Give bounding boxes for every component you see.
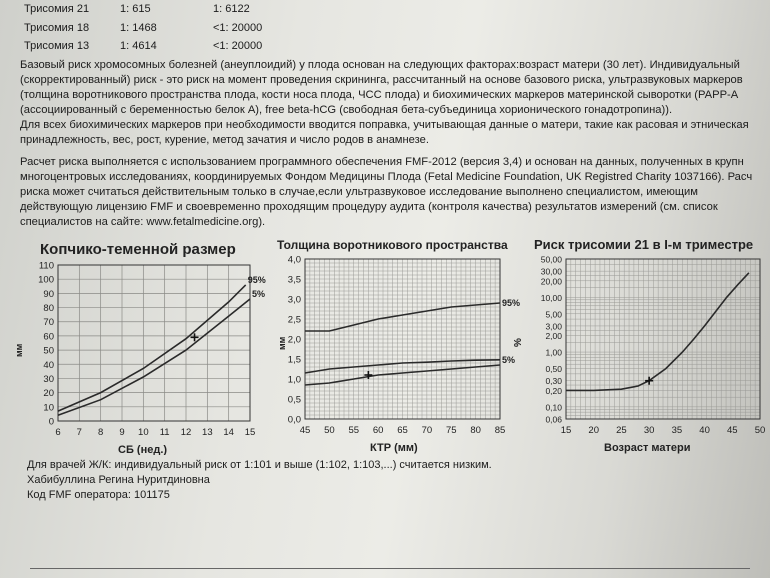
y-tick-label: 2,00 [545, 331, 562, 342]
y-tick-label: 10,00 [540, 292, 562, 303]
x-tick-label: 15 [560, 425, 572, 436]
risk-label: Трисомия 18 [24, 22, 90, 34]
y-tick-label: 40 [43, 359, 54, 371]
y-tick-label: 100 [38, 274, 54, 286]
x-tick-label: 9 [119, 427, 125, 438]
x-tick-label: 15 [244, 427, 256, 438]
risk-row-t21 [24, 3, 89, 15]
y-tick-label: 0 [48, 416, 54, 428]
x-tick-label: 45 [726, 425, 738, 436]
y-tick-label: 2,5 [287, 314, 301, 326]
x-tick-label: 40 [699, 425, 710, 436]
x-tick-label: 50 [754, 425, 766, 436]
text-line: специалистов на сайте: www.fetalmedicine.org). [20, 216, 266, 228]
y-tick-label: 0,06 [545, 414, 562, 425]
y-tick-label: 2,0 [287, 334, 301, 346]
x-tick-label: 11 [159, 427, 170, 438]
risk-base-value: 1: 615 [120, 3, 151, 15]
y-tick-label: 70 [43, 317, 54, 329]
plot-area [541, 255, 766, 437]
x-tick-label: 7 [76, 427, 82, 438]
plot-area [38, 261, 266, 439]
x-tick-label: 70 [421, 425, 433, 436]
text-line: риска может считаться действительным только в случае,если ультразвуковое исследование выполнено специалистом, имеющим [20, 186, 698, 198]
y-tick-label: 10 [43, 402, 54, 414]
plot-area [288, 255, 520, 437]
risk-adjusted-value: 1: 6122 [213, 3, 250, 15]
x-tick-label: 75 [445, 425, 457, 436]
y-tick-label: 3,00 [545, 321, 562, 332]
x-tick-label: 14 [223, 427, 234, 438]
y-tick-label: 0,5 [287, 394, 301, 406]
operator-name: Хабибуллина Регина Нуритдиновна [27, 474, 210, 486]
x-tick-label: 20 [588, 425, 600, 436]
x-tick-label: 45 [299, 425, 311, 436]
x-tick-label: 60 [372, 425, 384, 436]
y-tick-label: 30,00 [540, 266, 562, 277]
y-tick-label: 0,50 [545, 364, 562, 375]
x-tick-label: 55 [348, 425, 360, 436]
y-tick-label: 1,0 [287, 374, 301, 386]
paragraph-calculation [20, 155, 752, 230]
y-tick-label: 60 [43, 331, 54, 343]
x-tick-label: 6 [55, 427, 61, 438]
y-axis-label: мм [277, 336, 287, 350]
x-axis-label: Возраст матери [604, 442, 691, 454]
y-tick-label: 0,10 [545, 402, 562, 413]
paragraph-base-risk [20, 58, 749, 148]
x-tick-label: 8 [98, 427, 104, 438]
text-line: Базовый риск хромосомных болезней (анеуплоидий) у плода основан на следующих факторах:возраст матери (30 лет). Индивидуальный [20, 59, 740, 71]
operator-code: Код FMF оператора: 101175 [27, 489, 170, 501]
y-tick-label: 0,20 [545, 385, 562, 396]
text-line: (толщина воротникового пространства плода, кости носа плода, ЧСС плода) и биохимических маркеров материнской сыворотки (PAPP-A [20, 89, 739, 101]
chart-title: Толщина воротникового пространства [277, 238, 508, 252]
risk-base-value: 1: 1468 [120, 22, 157, 34]
text-line: Для всех биохимических маркеров при необходимости вводится поправка, учитывающая данные о матери, такие как расовая и этническая [20, 119, 749, 131]
x-tick-label: 25 [616, 425, 627, 436]
y-tick-label: 50,00 [540, 254, 562, 265]
x-tick-label: 65 [397, 425, 408, 436]
x-tick-label: 30 [643, 425, 655, 436]
series-label: 5% [502, 354, 516, 365]
bottom-rule [30, 568, 750, 569]
x-tick-label: 12 [180, 427, 192, 438]
y-tick-label: 80 [43, 303, 54, 315]
y-axis-label: мм [14, 343, 24, 357]
text-line: действующую лицензию FMF и своевременно проходящим процедуру аудита (контроля качества) результатов измерений (см. список [20, 201, 718, 213]
y-tick-label: 20 [43, 388, 54, 400]
chart-nt [277, 238, 520, 454]
text-line: Расчет риска выполняется с использованием программного обеспечения FMF-2012 (версия 3,4) и основан на данных, полученных в крупн [20, 156, 744, 168]
y-tick-label: 3,0 [287, 294, 301, 306]
series-label: 5% [252, 289, 266, 300]
y-tick-label: 30 [43, 373, 54, 385]
text-line: многоцентровых исследованиях, координируемых Фондом Медицины Плода (Fetal Medicine Foundation, UK Registred Charity 1037166). Расч [20, 171, 753, 183]
x-tick-label: 85 [494, 425, 506, 436]
footer-note: Для врачей Ж/К: индивидуальный риск от 1:101 и выше (1:102, 1:103,...) считается низким. [27, 459, 492, 471]
chart-title: Копчико-теменной размер [40, 241, 236, 258]
series-line [566, 273, 749, 391]
x-tick-label: 13 [202, 427, 213, 438]
series-label: 95% [247, 274, 266, 285]
y-tick-label: 4,0 [287, 254, 301, 266]
chart-crl [14, 241, 266, 455]
text-line: (ассоциированный с беременностью белок А), free beta-hCG (свободная бета-субъединица хорионического гонадотропина)). [20, 104, 673, 116]
risk-label: Трисомия 13 [24, 40, 90, 52]
x-tick-label: 35 [671, 425, 683, 436]
x-tick-label: 10 [138, 427, 149, 438]
y-tick-label: 1,5 [287, 354, 301, 366]
y-tick-label: 0,30 [545, 376, 562, 387]
chart-title: Риск трисомии 21 в I-м триместре [534, 237, 754, 252]
plot-frame [58, 265, 250, 421]
risk-adjusted-value: <1: 20000 [213, 40, 263, 52]
x-axis-label: КТР (мм) [370, 442, 418, 454]
y-tick-label: 0,0 [287, 414, 301, 426]
y-tick-label: 3,5 [287, 274, 301, 286]
x-tick-label: 50 [324, 425, 335, 436]
text-line: (скорректированный) риск - это риск на момент проведения скрининга, рассчитанный на основе базового риска, ультразвуковых маркеров [20, 74, 743, 86]
y-tick-label: 1,00 [545, 347, 562, 358]
risk-label: Трисомия 21 [24, 3, 90, 15]
risk-base-value: 1: 4614 [120, 40, 157, 52]
text-line: принадлежность, вес, рост, курение, метод зачатия и число родов в анамнезе. [20, 134, 429, 146]
y-tick-label: 90 [43, 288, 54, 300]
risk-adjusted-value: <1: 20000 [213, 22, 263, 34]
x-tick-label: 80 [470, 425, 481, 436]
y-tick-label: 110 [38, 260, 54, 272]
chart-t21-risk [513, 237, 765, 454]
y-axis-label: % [513, 338, 524, 347]
series-line [58, 285, 246, 411]
y-tick-label: 50 [43, 345, 54, 357]
series-label: 95% [502, 298, 521, 308]
y-tick-label: 5,00 [545, 309, 562, 320]
charts-area [0, 235, 770, 455]
y-tick-label: 20,00 [540, 276, 562, 287]
x-axis-label: СБ (нед.) [118, 444, 168, 455]
